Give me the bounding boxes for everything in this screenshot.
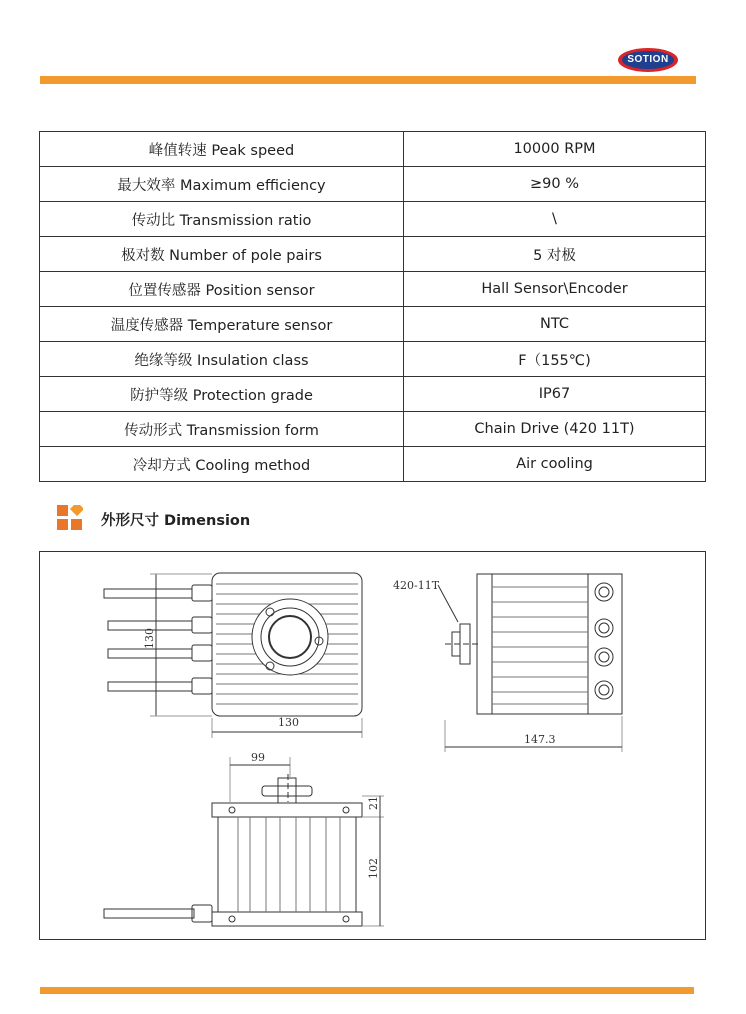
spec-value: \ bbox=[404, 202, 706, 237]
header-accent-bar bbox=[40, 76, 696, 84]
spec-label: 传动比 Transmission ratio bbox=[40, 202, 404, 237]
front-height-label: 130 bbox=[143, 628, 156, 649]
dimension-drawing bbox=[39, 551, 706, 940]
spec-value: NTC bbox=[404, 307, 706, 342]
front-view bbox=[104, 573, 362, 738]
spec-table bbox=[39, 131, 706, 482]
brand-logo-text: SOTION bbox=[627, 54, 669, 65]
spec-label: 传动形式 Transmission form bbox=[40, 412, 404, 447]
sprocket-height-label: 21 bbox=[367, 796, 380, 810]
spec-value: Hall Sensor\Encoder bbox=[404, 272, 706, 307]
spec-row bbox=[40, 412, 706, 447]
sprocket-spec-label: 420-11T bbox=[393, 579, 440, 592]
side-view bbox=[438, 574, 622, 752]
spec-row bbox=[40, 202, 706, 237]
side-length-label: 147.3 bbox=[524, 733, 556, 746]
body-height-label: 102 bbox=[367, 858, 380, 879]
spec-label: 极对数 Number of pole pairs bbox=[40, 237, 404, 272]
top-view bbox=[104, 757, 384, 926]
spec-row bbox=[40, 307, 706, 342]
spec-value: 10000 RPM bbox=[404, 132, 706, 167]
spec-value: 5 对极 bbox=[404, 237, 706, 272]
brand-logo bbox=[617, 47, 679, 73]
spec-label: 位置传感器 Position sensor bbox=[40, 272, 404, 307]
spec-row bbox=[40, 132, 706, 167]
spec-row bbox=[40, 167, 706, 202]
dimension-section-title: 外形尺寸 Dimension bbox=[101, 513, 251, 529]
front-width-label: 130 bbox=[278, 716, 299, 729]
spec-row bbox=[40, 237, 706, 272]
spec-value: Chain Drive (420 11T) bbox=[404, 412, 706, 447]
spec-label: 冷却方式 Cooling method bbox=[40, 447, 404, 482]
spec-label: 最大效率 Maximum efficiency bbox=[40, 167, 404, 202]
footer-accent-bar bbox=[40, 987, 694, 994]
spec-row bbox=[40, 447, 706, 482]
spec-value: Air cooling bbox=[404, 447, 706, 482]
spec-label: 峰值转速 Peak speed bbox=[40, 132, 404, 167]
spec-row bbox=[40, 272, 706, 307]
spec-label: 防护等级 Protection grade bbox=[40, 377, 404, 412]
spec-row bbox=[40, 377, 706, 412]
spec-label: 温度传感器 Temperature sensor bbox=[40, 307, 404, 342]
spec-row bbox=[40, 342, 706, 377]
section-squares-icon bbox=[57, 505, 83, 531]
spec-value: F（155℃) bbox=[404, 342, 706, 377]
spec-label: 绝缘等级 Insulation class bbox=[40, 342, 404, 377]
spec-value: ≥90 % bbox=[404, 167, 706, 202]
dimension-drawing-svg bbox=[40, 552, 707, 941]
spec-value: IP67 bbox=[404, 377, 706, 412]
sprocket-offset-label: 99 bbox=[251, 751, 265, 764]
